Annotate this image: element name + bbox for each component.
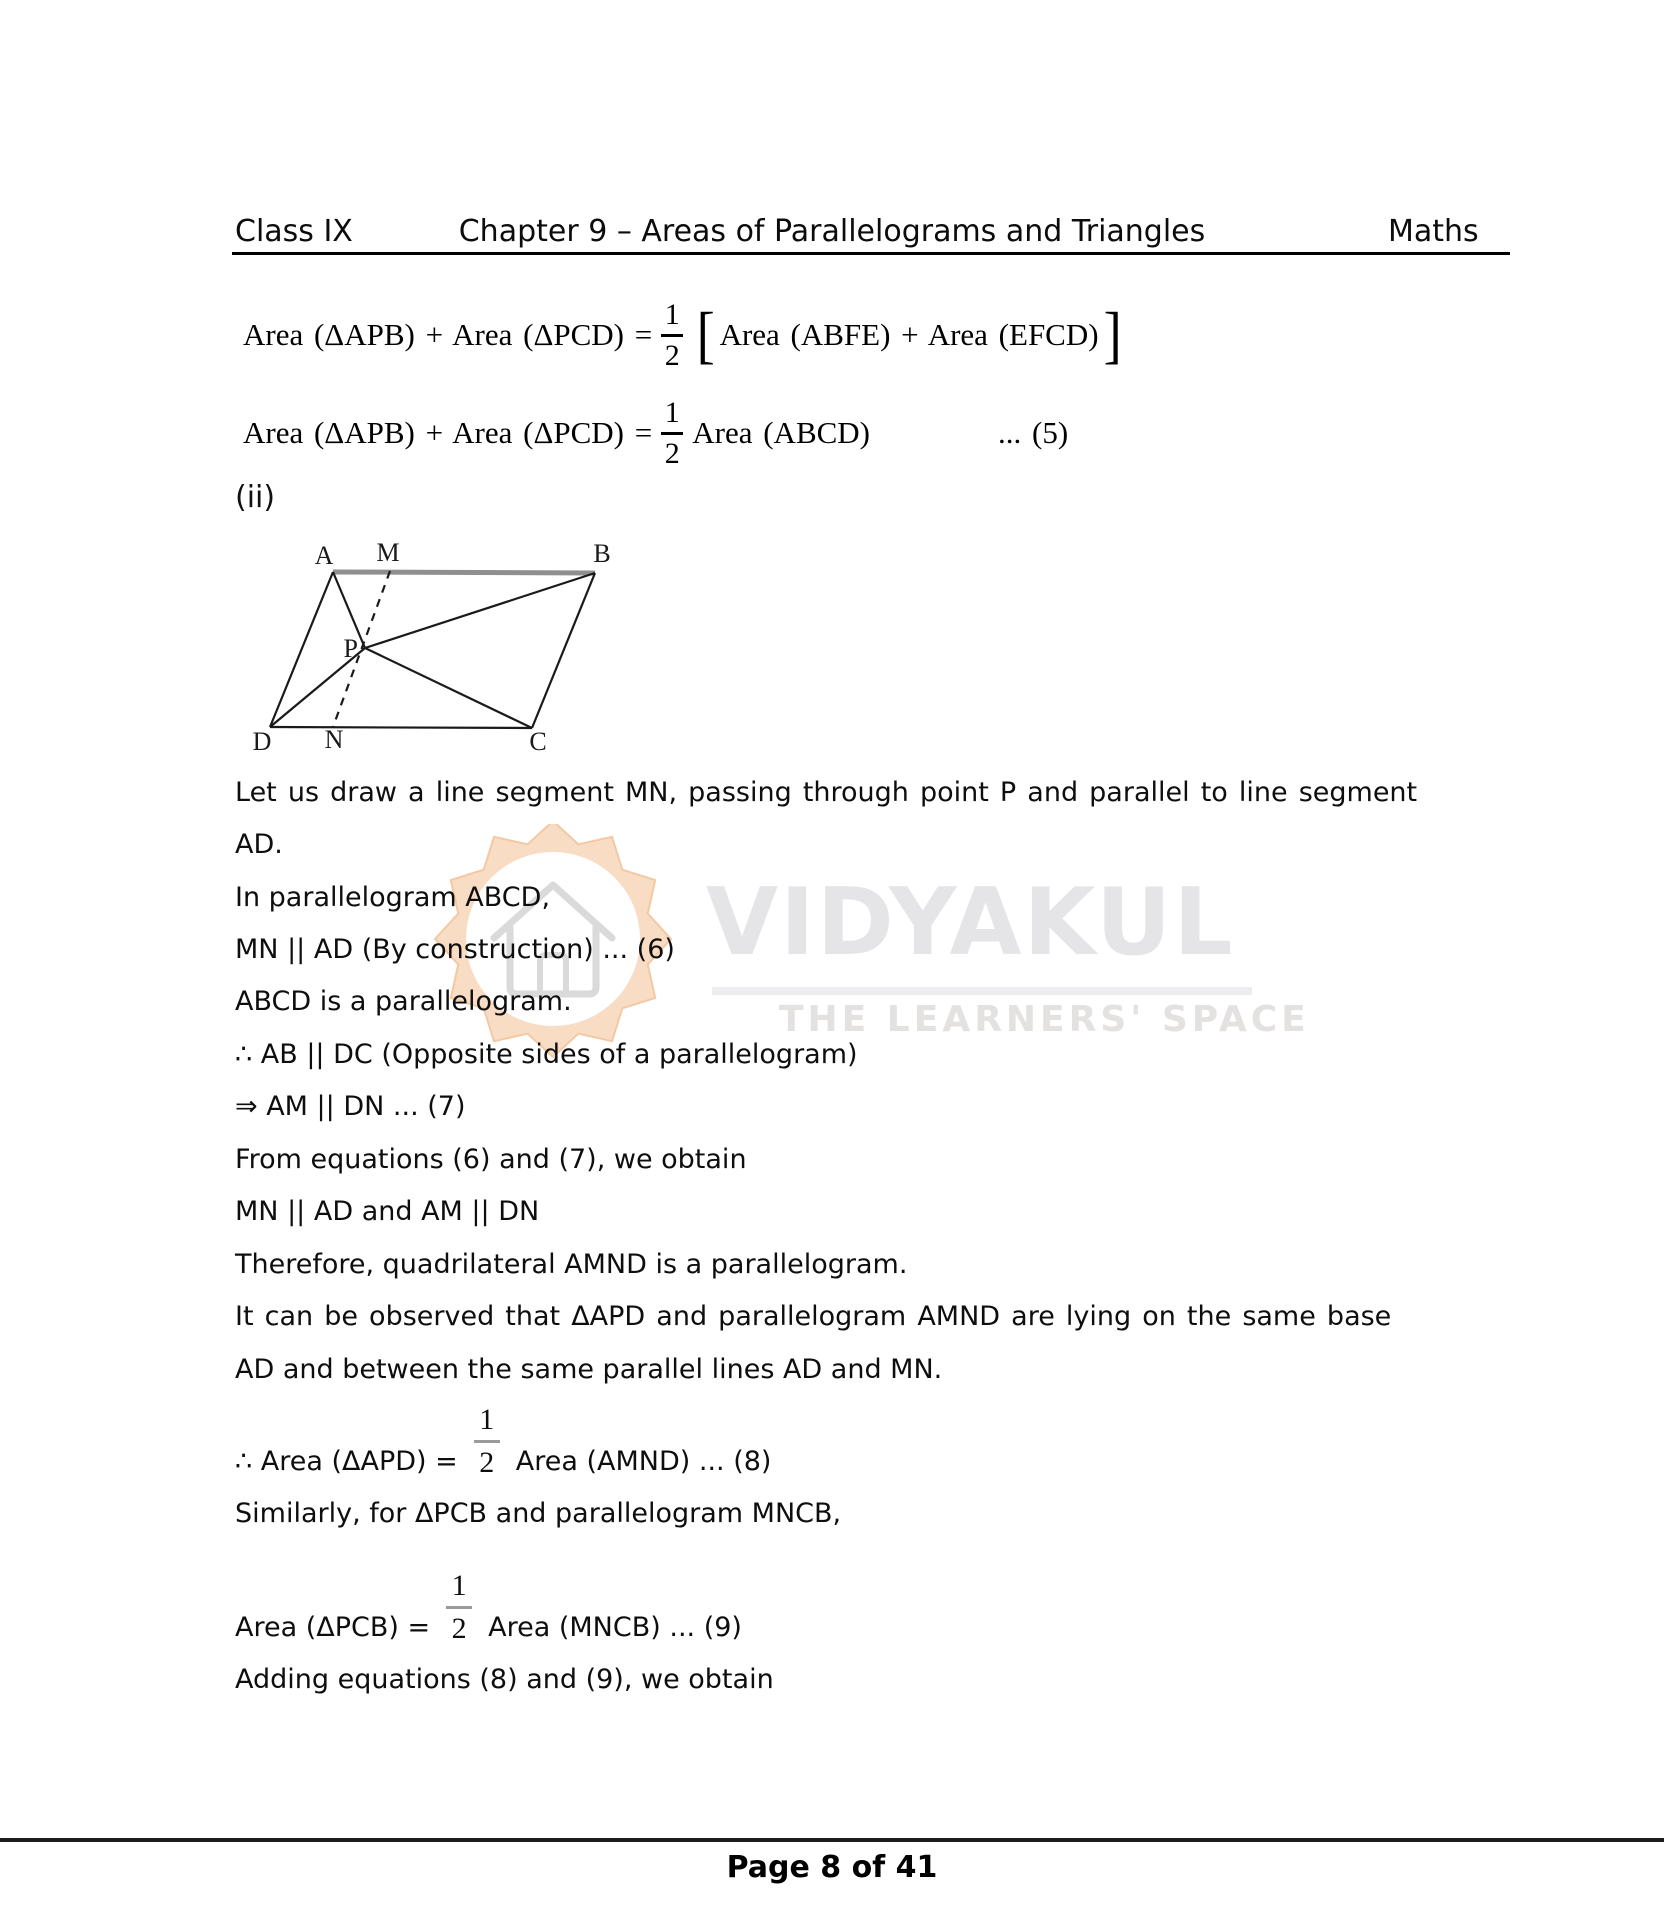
header-rule [232,252,1510,255]
equation-prefix: Area (ΔPCB) = [235,1612,431,1643]
body-line: AD. [235,829,283,860]
segment-cp [365,648,532,728]
edge-ab [333,572,595,573]
fraction-one-half: $\frac{1}{2}$ [661,299,683,371]
body-line: Let us draw a line segment MN, passing through point P and parallel to line segment [235,777,1418,808]
equation-lhs: Area (ΔAPB) + Area (ΔPCD) = [243,415,653,450]
body-line: In parallelogram ABCD, [235,882,551,913]
equation-suffix: Area (AMND) ... (8) [515,1446,772,1477]
equation-lhs: Area (ΔAPB) + Area (ΔPCD) = [243,317,653,352]
fraction-one-half: $\frac{1}{2}$ [446,1570,472,1644]
section-label: (ii) [235,480,276,515]
equation-prefix: ∴ Area (ΔAPD) = [235,1446,458,1477]
body-line: Adding equations (8) and (9), we obtain [235,1664,774,1695]
segment-bp [365,573,595,648]
equation-suffix: Area (MNCB) ... (9) [488,1612,742,1643]
edge-bc [532,573,595,728]
point-label-n: N [324,725,344,754]
body-line: ∴ AB || DC (Opposite sides of a parallelogram) [235,1039,858,1070]
header-subject: Maths [1388,214,1479,249]
equation-rhs: Area (ABFE) + Area (EFCD) [719,317,1099,352]
vertex-label-a: A [314,541,334,570]
fraction-bar [474,1440,500,1443]
edge-ad [270,572,333,727]
fraction-one-half: $\frac{1}{2}$ [474,1404,500,1478]
body-line: MN || AD and AM || DN [235,1196,540,1227]
point-label-m: M [376,538,400,567]
fraction-bar [446,1606,472,1609]
fraction-one-half: $\frac{1}{2}$ [661,397,683,469]
vertex-label-b: B [593,539,611,568]
header-chapter-title: Chapter 9 – Areas of Parallelograms and Triangles [458,214,1206,249]
close-bracket: ] [1103,298,1122,370]
body-line: ⇒ AM || DN ... (7) [235,1091,466,1122]
body-line: Similarly, for ΔPCB and parallelogram MNCB, [235,1498,842,1529]
vertex-label-d: D [252,727,272,756]
fraction-bar [661,432,683,435]
watermark-tagline: THE LEARNERS' SPACE [779,999,1310,1040]
watermark-brand: VIDYAKUL [706,868,1235,976]
header-class: Class IX [235,214,353,249]
equation-apd-amnd [235,1396,771,1482]
point-label-p: P [343,634,358,663]
body-line: It can be observed that ΔAPD and parallelogram AMND are lying on the same base [235,1301,1392,1332]
parallelogram-figure [238,532,658,776]
equation-pcb-mncb [235,1562,742,1648]
equation-area-sum-abcd [243,390,1068,476]
body-line: From equations (6) and (7), we obtain [235,1144,747,1175]
vertex-label-c: C [529,727,547,756]
fraction-bar [661,334,683,337]
body-line: AD and between the same parallel lines AD and MN. [235,1354,943,1385]
edge-dc [270,727,532,728]
open-bracket: [ [696,298,715,370]
footer-rule [0,1838,1664,1842]
body-line: ABCD is a parallelogram. [235,986,572,1017]
equation-area-sum-bracketed [243,292,1126,378]
equation-number: ... (5) [998,415,1069,450]
equation-rhs: Area (ABCD) [692,415,871,450]
page-number: Page 8 of 41 [726,1850,938,1885]
body-line: Therefore, quadrilateral AMND is a parallelogram. [235,1249,908,1280]
body-line: MN || AD (By construction) ... (6) [235,934,675,965]
